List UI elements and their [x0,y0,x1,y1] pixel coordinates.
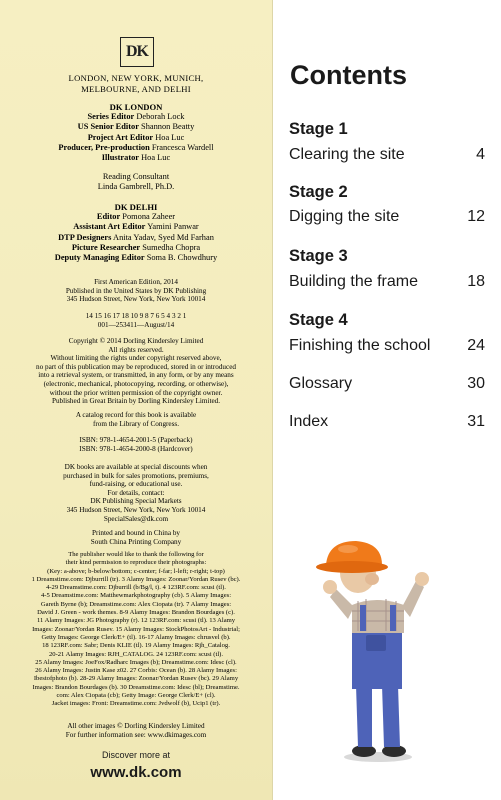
credit-line: Assistant Art Editor Yamini Panwar [73,222,199,232]
reading-consultant-heading: Reading Consultant [102,172,170,181]
dk-logo [120,37,154,67]
special-sales: DK books are available at special discounts when purchased in bulk for sales promotions, premiums, fund-raising, or educational use. For details, contact: DK Publishing Special Markets 345 Hudson Street, New York, New York 10014 SpecialSales@dk.com [63,463,209,523]
toc-chapter-title: Glossary [289,375,353,392]
other-images-note: All other images © Dorling Kindersley Limited For further information see: www.dkimages.com [65,722,207,739]
toc-page-number: 31 [467,413,485,430]
credit-line: Picture Researcher Sumedha Chopra [71,242,201,252]
toc-page-number: 12 [467,208,485,225]
reading-consultant-name: Linda Gambrell, Ph.D. [97,182,175,192]
edition-info: First American Edition, 2014 Published in the United States by DK Publishing 345 Hudson Street, New York, New York 10014 [65,278,207,304]
photo-credits: The publisher would like to thank the following for their kind permission to reproduce their photographs: (Key: a-above; b-below/bottom; c-center; f-far; l-left; r-right; t-top) 1 Dreamstime.com: Djburrill (tr). 3 Alamy Images: Zoonar/Yordan Rusev (bc). 4-29 Dreamstime.com: Djburrill (b/Bg/l, t). 4 123RF.com: scusi (tl). 4-5 Dreamstime.com: Matthewmarkphotography (cb). 5 Alamy Images: Gareth Byrne (b); Dreamstime.com: Alex Ciopata (tr). 7 Alamy Images: David J. Green - work themes. 8-9 Alamy Images: Brandon Bourdages (c). 11 Alamy Images: JG Photography (r). 12 123RF.com: scusi (tl). 13 Alamy Images: Zoonar/Yordan Rusev. 15 Alamy Images: StockPhotosArt - Industrial; Getty Images: George Clerk/E+ (tl). 16-17 Alamy Images: chrusvel (b). 18 123RF.com: Sabr; Denis KLIE (tl). 19 Alamy Images: Rjh_Catalog. 20-21 Alamy Images: RJH_CATALOG. 24 123RF.com: scusi (tl). 25 Alamy Images: JoeFox/Radharc Images (b); Dreamstime.com: Idesc (cl). 26 Alamy Images: Justin Kase z02. 27 Corbis: Ocean (b). 28 Alamy Images: Ibestofphoto (b). 28-29 Alamy Images: Zoonar/Yordan Rusev (bc). 29 Alamy Images: Brandon Bourdages (b). 30 Dreamstime.com: Idesc (bl); Dreamstime. com: Alex Ciopata (cb); Getty Image: George Clerk/E+ (cl). Jacket images: Front: Dreamstime.com: Jvdwolf (b), Ucip1 (tr). [31,551,241,708]
toc-page-number: 18 [467,273,485,290]
credit-line: Illustrator Hoa Luc [101,153,171,163]
dk-london-credits [14,102,258,163]
toc-chapter-title: Clearing the site [289,146,405,163]
website-link[interactable]: www.dk.com [90,764,182,781]
dk-delhi-credits [14,202,258,263]
discover-more-text: Discover more at [101,750,171,760]
credit-line: Producer, Pre-production Francesca Wardell [58,142,214,152]
dk-logo-text: DK [126,43,148,60]
print-line: 14 15 16 17 18 10 9 8 7 6 5 4 3 2 1 001—253411—August/14 [85,312,187,329]
copyright-notice: Copyright © 2014 Dorling Kindersley Limited All rights reserved. Without limiting the rights under copyright reserved above, no part of this publication may be reproduced, stored in or introduced into a retrieval system, or transmitted, in any form, or by any means (electronic, mechanical, photocopying, recording, or otherwise), without the prior written permission of the copyright owner. Published in Great Britain by Dorling Kindersley Limited. [36,337,236,406]
contents-title: Contents [290,60,407,90]
credit-line: Editor Pomona Zaheer [96,212,176,222]
toc-chapter-title: Digging the site [289,208,400,225]
stage-1-heading: Stage 1 [289,120,348,138]
toc-page-number: 4 [476,146,485,163]
credit-line: DTP Designers Anita Yadav, Syed Md Farhan [58,232,214,242]
stage-4-heading: Stage 4 [289,311,348,329]
stage-2-heading: Stage 2 [289,183,348,201]
toc-page-number: 24 [467,337,485,354]
dk-delhi-heading: DK DELHI [114,202,158,212]
credit-line: US Senior Editor Shannon Beatty [77,122,195,132]
catalog-record: A catalog record for this book is available from the Library of Congress. [75,411,197,428]
toc-page-number: 30 [467,375,485,392]
credit-line: Deputy Managing Editor Soma B. Chowdhury [54,253,218,263]
toc-chapter-title: Index [289,413,329,430]
credit-line: Series Editor Deborah Lock [87,112,185,122]
construction-worker-figure-icon [286,535,436,765]
cities-line-2: MELBOURNE, AND DELHI [81,84,191,94]
cities-line-1: LONDON, NEW YORK, MUNICH, [68,73,204,83]
stage-3-heading: Stage 3 [289,247,348,265]
dk-london-heading: DK LONDON [109,102,163,112]
printed-in: Printed and bound in China by South China Printing Company [90,529,182,546]
isbn-block: ISBN: 978-1-4654-2001-5 (Paperback) ISBN: 978-1-4654-2000-8 (Hardcover) [79,436,193,453]
reading-consultant [14,172,258,192]
credit-line: Project Art Editor Hoa Luc [87,132,185,142]
publisher-cities [20,73,252,95]
toc-chapter-title: Finishing the school [289,337,431,354]
toc-chapter-title: Building the frame [289,273,418,290]
